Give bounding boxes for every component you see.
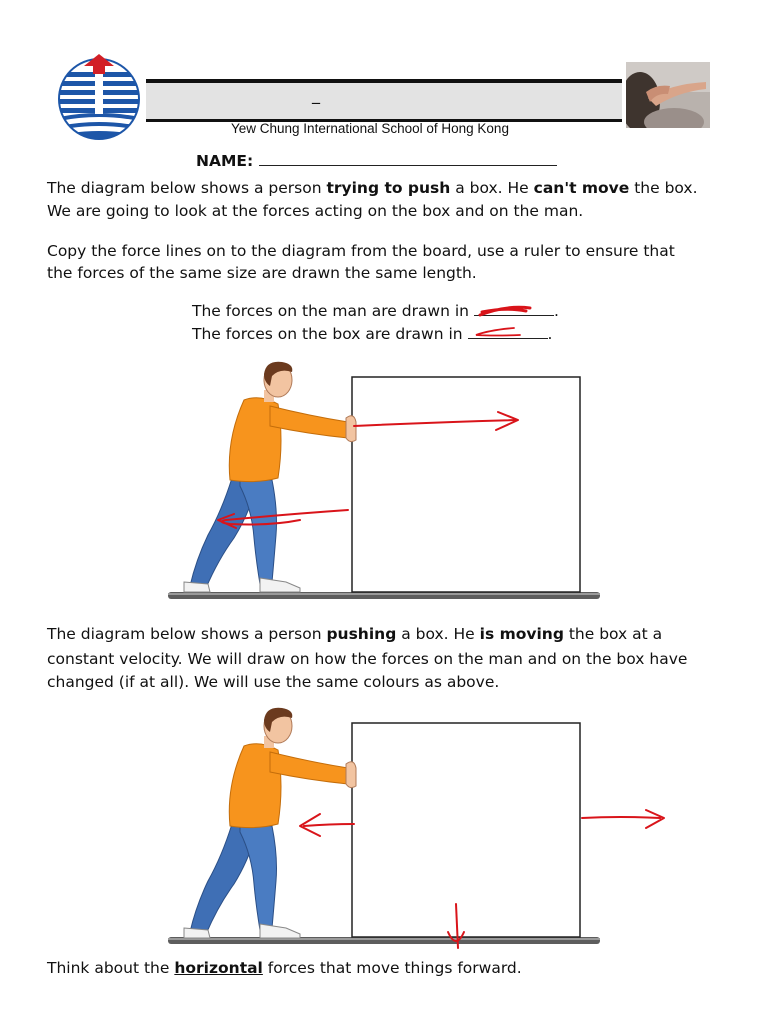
- name-field[interactable]: [259, 149, 557, 166]
- header-title-bar: [146, 79, 622, 122]
- footer-line: Think about the horizontal forces that move things forward.: [47, 959, 522, 977]
- man-colour-blank: [474, 301, 554, 316]
- second-line-1: The diagram below shows a person pushing a box. He is moving the box at a: [47, 625, 663, 643]
- name-label: NAME:: [196, 152, 254, 170]
- intro-line-2: We are going to look at the forces acting on the box and on the man.: [47, 202, 584, 220]
- header-photo: [626, 62, 710, 128]
- school-name: Yew Chung International School of Hong Kong: [231, 121, 509, 136]
- force-arrow-left: [300, 814, 354, 836]
- name-line: [196, 149, 557, 173]
- copy-instruction-2: the forces of the same size are drawn the same length.: [47, 264, 477, 282]
- box-colour-blank: [468, 324, 548, 339]
- key-man: The forces on the man are drawn in .: [192, 302, 559, 320]
- school-logo: [54, 52, 144, 142]
- copy-instruction-1: Copy the force lines on to the diagram from the board, use a ruler to ensure that: [47, 242, 675, 260]
- diagram-2: [160, 706, 680, 956]
- second-line-2: constant velocity. We will draw on how the forces on the man and on the box have: [47, 650, 688, 668]
- header-bar-text: _: [312, 85, 320, 104]
- man-figure: [184, 708, 356, 938]
- intro-line-1: The diagram below shows a person trying to push a box. He can't move the box.: [47, 179, 698, 197]
- force-arrow-right: [582, 810, 664, 828]
- key-box: The forces on the box are drawn in .: [192, 325, 553, 343]
- box: [352, 723, 580, 937]
- second-line-3: changed (if at all). We will use the same colours as above.: [47, 673, 500, 691]
- diagram-1: [160, 360, 620, 610]
- box: [352, 377, 580, 592]
- man-figure: [184, 362, 356, 592]
